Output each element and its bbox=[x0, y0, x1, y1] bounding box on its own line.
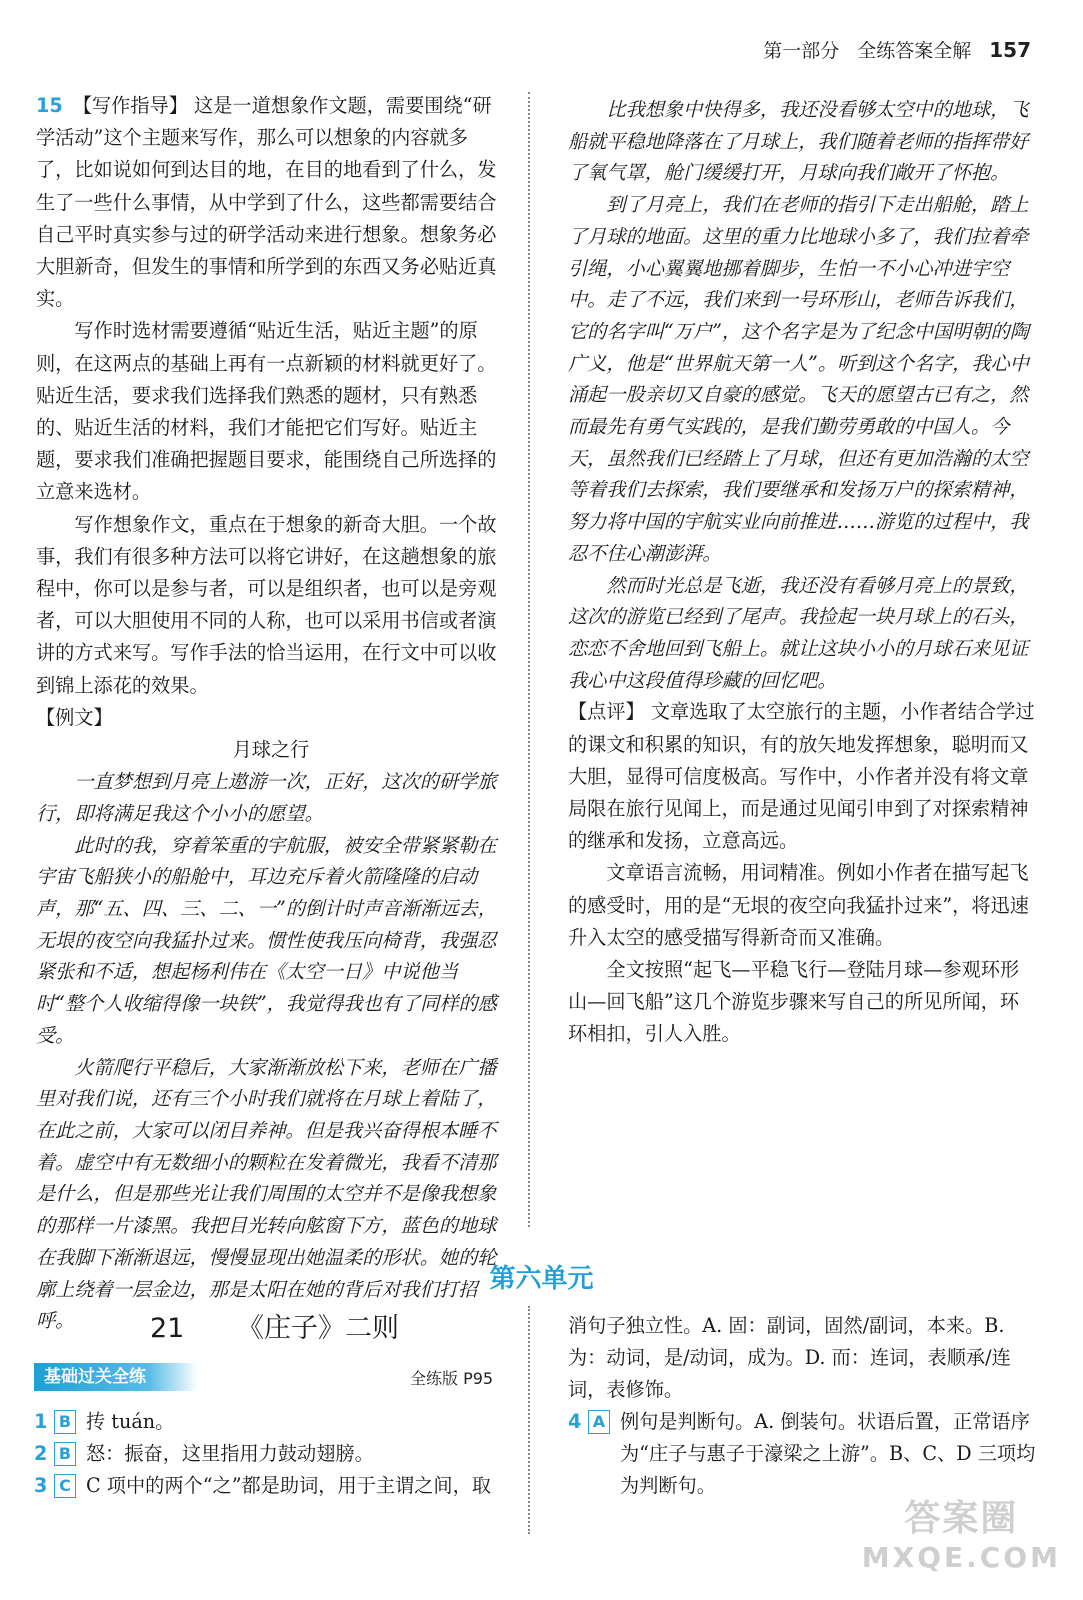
section-badge: 基础过关全练 bbox=[34, 1363, 198, 1391]
answer-letter-box: A bbox=[588, 1410, 610, 1434]
watermark-logo bbox=[862, 1490, 1061, 1574]
comment-paragraph-2: 文章语言流畅，用词精准。例如小作者在描写起飞的感受时，用的是“无垠的夜空向我猛扑过来”，将迅速升入太空的感受描写得新奇而又准确。 bbox=[568, 861, 1029, 949]
guide-text-1: 这是一道想象作文题，需要围绕“研学活动”这个主题来写作，那么可以想象的内容就多了，比如说如何到达目的地，在目的地看到了什么，发生了一些什么事情，从中学到了什么，这些都需要结合自己平时真实参与过的研学活动来进行想象。想象务必大胆新奇，但发生的事情和所学到的东西又务必贴近真实。 bbox=[36, 94, 497, 311]
lesson-number: 21 bbox=[150, 1313, 185, 1344]
right-column bbox=[568, 94, 1036, 1051]
answer-text: 抟 tuán。 bbox=[86, 1410, 175, 1433]
answer-row bbox=[34, 1406, 504, 1438]
answer-letter-box: C bbox=[54, 1474, 76, 1498]
answer-number: 2 bbox=[34, 1442, 48, 1465]
guide-paragraph-1 bbox=[36, 90, 506, 315]
answer-row bbox=[568, 1406, 1036, 1502]
essay-paragraph: 火箭爬行平稳后，大家渐渐放松下来，老师在广播里对我们说，还有三个小时我们就将在月球上着陆了，在此之前，大家可以闭目养神。但是我兴奋得根本睡不着。虚空中有无数细小的颗粒在发着微光，我看不清那是什么，但是那些光让我们周围的太空并不是像我想象的那样一片漆黑。我把目光转向舷窗下方，蓝色的地球在我脚下渐渐退远，慢慢显现出她温柔的形状。她的轮廓上绕着一层金边，那是太阳在她的背后对我们打招呼。 bbox=[36, 1055, 497, 1333]
essay-body-right bbox=[568, 94, 1036, 696]
answer-number: 4 bbox=[568, 1410, 582, 1433]
answer-row bbox=[34, 1470, 504, 1502]
answers-right bbox=[568, 1310, 1036, 1502]
answer-text: C 项中的两个“之”都是助词，用于主谓之间，取 bbox=[86, 1474, 491, 1497]
comment-tag: 【点评】 bbox=[568, 700, 645, 724]
lesson-title bbox=[150, 1306, 399, 1345]
answer-text-continued: 消句子独立性。A. 固：副词，固然/副词，本来。B. 为：动词，是/动词，成为。D. 而：连词，表顺承/连词，表修饰。 bbox=[568, 1314, 1011, 1401]
comment-text-1: 文章选取了太空旅行的主题，小作者结合学过的课文和积累的知识，有的放矢地发挥想象，聪明而又大胆，显得可信度极高。写作中，小作者并没有将文章局限在旅行见闻上，而是通过见闻引申到了对探索精神的继承和发扬，立意高远。 bbox=[568, 700, 1035, 853]
essay-paragraph: 比我想象中快得多，我还没看够太空中的地球，飞船就平稳地降落在了月球上，我们随着老师的指挥带好了氧气罩，舱门缓缓打开，月球向我们敞开了怀抱。 bbox=[568, 98, 1029, 185]
essay-title: 月球之行 bbox=[232, 738, 310, 762]
header-book-title: 全练答案全解 bbox=[857, 40, 972, 62]
page-number: 157 bbox=[989, 37, 1031, 62]
unit-title: 第六单元 bbox=[489, 1264, 594, 1294]
essay-paragraph: 然而时光总是飞逝，我还没有看够月亮上的景致，这次的游览已经到了尾声。我捡起一块月球上的石头，恋恋不舍地回到飞船上。就让这块小小的月球石来见证我心中这段值得珍藏的回忆吧。 bbox=[568, 573, 1029, 692]
watermark-url: MXQE.COM bbox=[861, 1541, 1061, 1574]
example-tag: 【例文】 bbox=[36, 705, 113, 729]
header-section: 第一部分 bbox=[763, 40, 840, 62]
lesson-name: 《庄子》二则 bbox=[236, 1313, 399, 1344]
answer-text: 例句是判断句。A. 倒装句。状语后置，正常语序为“庄子与惠子于濠梁之上游”。B、C、D 三项均为判断句。 bbox=[620, 1410, 1036, 1497]
guide-paragraph-3: 写作想象作文，重点在于想象的新奇大胆。一个故事，我们有很多种方法可以将它讲好，在这趟想象的旅程中，你可以是参与者，可以是组织者，也可以是旁观者，可以大胆使用不同的人称，也可以采用书信或者演讲的方式来写。写作手法的恰当运用，在行文中可以收到锦上添花的效果。 bbox=[36, 512, 497, 697]
left-column bbox=[36, 90, 506, 1337]
answer-letter-box: B bbox=[54, 1442, 76, 1466]
column-divider bbox=[528, 92, 530, 1227]
answer-number: 1 bbox=[34, 1410, 48, 1433]
answer-number: 3 bbox=[34, 1474, 48, 1497]
column-divider-bottom bbox=[528, 1306, 530, 1534]
guide-paragraph-2: 写作时选材需要遵循“贴近生活，贴近主题”的原则，在这两点的基础上再有一点新颖的材料就更好了。贴近生活，要求我们选择我们熟悉的题材，只有熟悉的、贴近生活的材料，我们才能把它们写好。贴近主题，要求我们准确把握题目要求，能围绕自己所选择的立意来选材。 bbox=[36, 319, 497, 504]
essay-body-left bbox=[36, 766, 506, 1337]
essay-paragraph: 到了月亮上，我们在老师的指引下走出船舱，踏上了月球的地面。这里的重力比地球小多了，我们拉着牵引绳，小心翼翼地挪着脚步，生怕一不小心冲进宇空中。走了不远，我们来到一号环形山，老师告诉我们，它的名字叫“万户”，这个名字是为了纪念中国明朝的陶广义，他是“世界航天第一人”。听到这个名字，我心中涌起一股亲切又自豪的感觉。飞天的愿望古已有之，然而最先有勇气实践的，是我们勤劳勇敢的中国人。今天，虽然我们已经踏上了月球，但还有更加浩瀚的太空等着我们去探索，我们要继承和发扬万户的探索精神，努力将中国的宇航实业向前推进……游览的过程中，我忍不住心潮澎湃。 bbox=[568, 193, 1029, 565]
essay-paragraph: 一直梦想到月亮上遨游一次，正好，这次的研学旅行，即将满足我这个小小的愿望。 bbox=[36, 770, 497, 825]
answer-letter-box: B bbox=[54, 1410, 76, 1434]
writing-guide-tag: 【写作指导】 bbox=[72, 94, 188, 117]
watermark-text: 答案圈 bbox=[904, 1498, 1019, 1539]
comment-paragraph-3: 全文按照“起飞—平稳飞行—登陆月球—参观环形山—回飞船”这几个游览步骤来写自己的所见所闻，环环相扣，引人入胜。 bbox=[568, 957, 1020, 1046]
question-number: 15 bbox=[36, 94, 63, 117]
answer-row bbox=[34, 1438, 504, 1470]
comment-paragraph-1 bbox=[568, 696, 1036, 857]
essay-paragraph: 此时的我，穿着笨重的宇航服，被安全带紧紧勒在宇宙飞船狭小的船舱中，耳边充斥着火箭隆隆的启动声，那“五、四、三、二、一”的倒计时声音渐渐远去，无垠的夜空向我猛扑过来。惯性使我压向椅背，我强忍紧张和不适，想起杨利伟在《太空一日》中说他当时“整个人收缩得像一块铁”，我觉得我也有了同样的感受。 bbox=[36, 833, 497, 1047]
answers-left bbox=[34, 1406, 504, 1502]
reference-label: 全练版 P95 bbox=[410, 1369, 494, 1388]
answer-text: 怒：振奋，这里指用力鼓动翅膀。 bbox=[86, 1442, 374, 1465]
page-header bbox=[763, 36, 1031, 63]
